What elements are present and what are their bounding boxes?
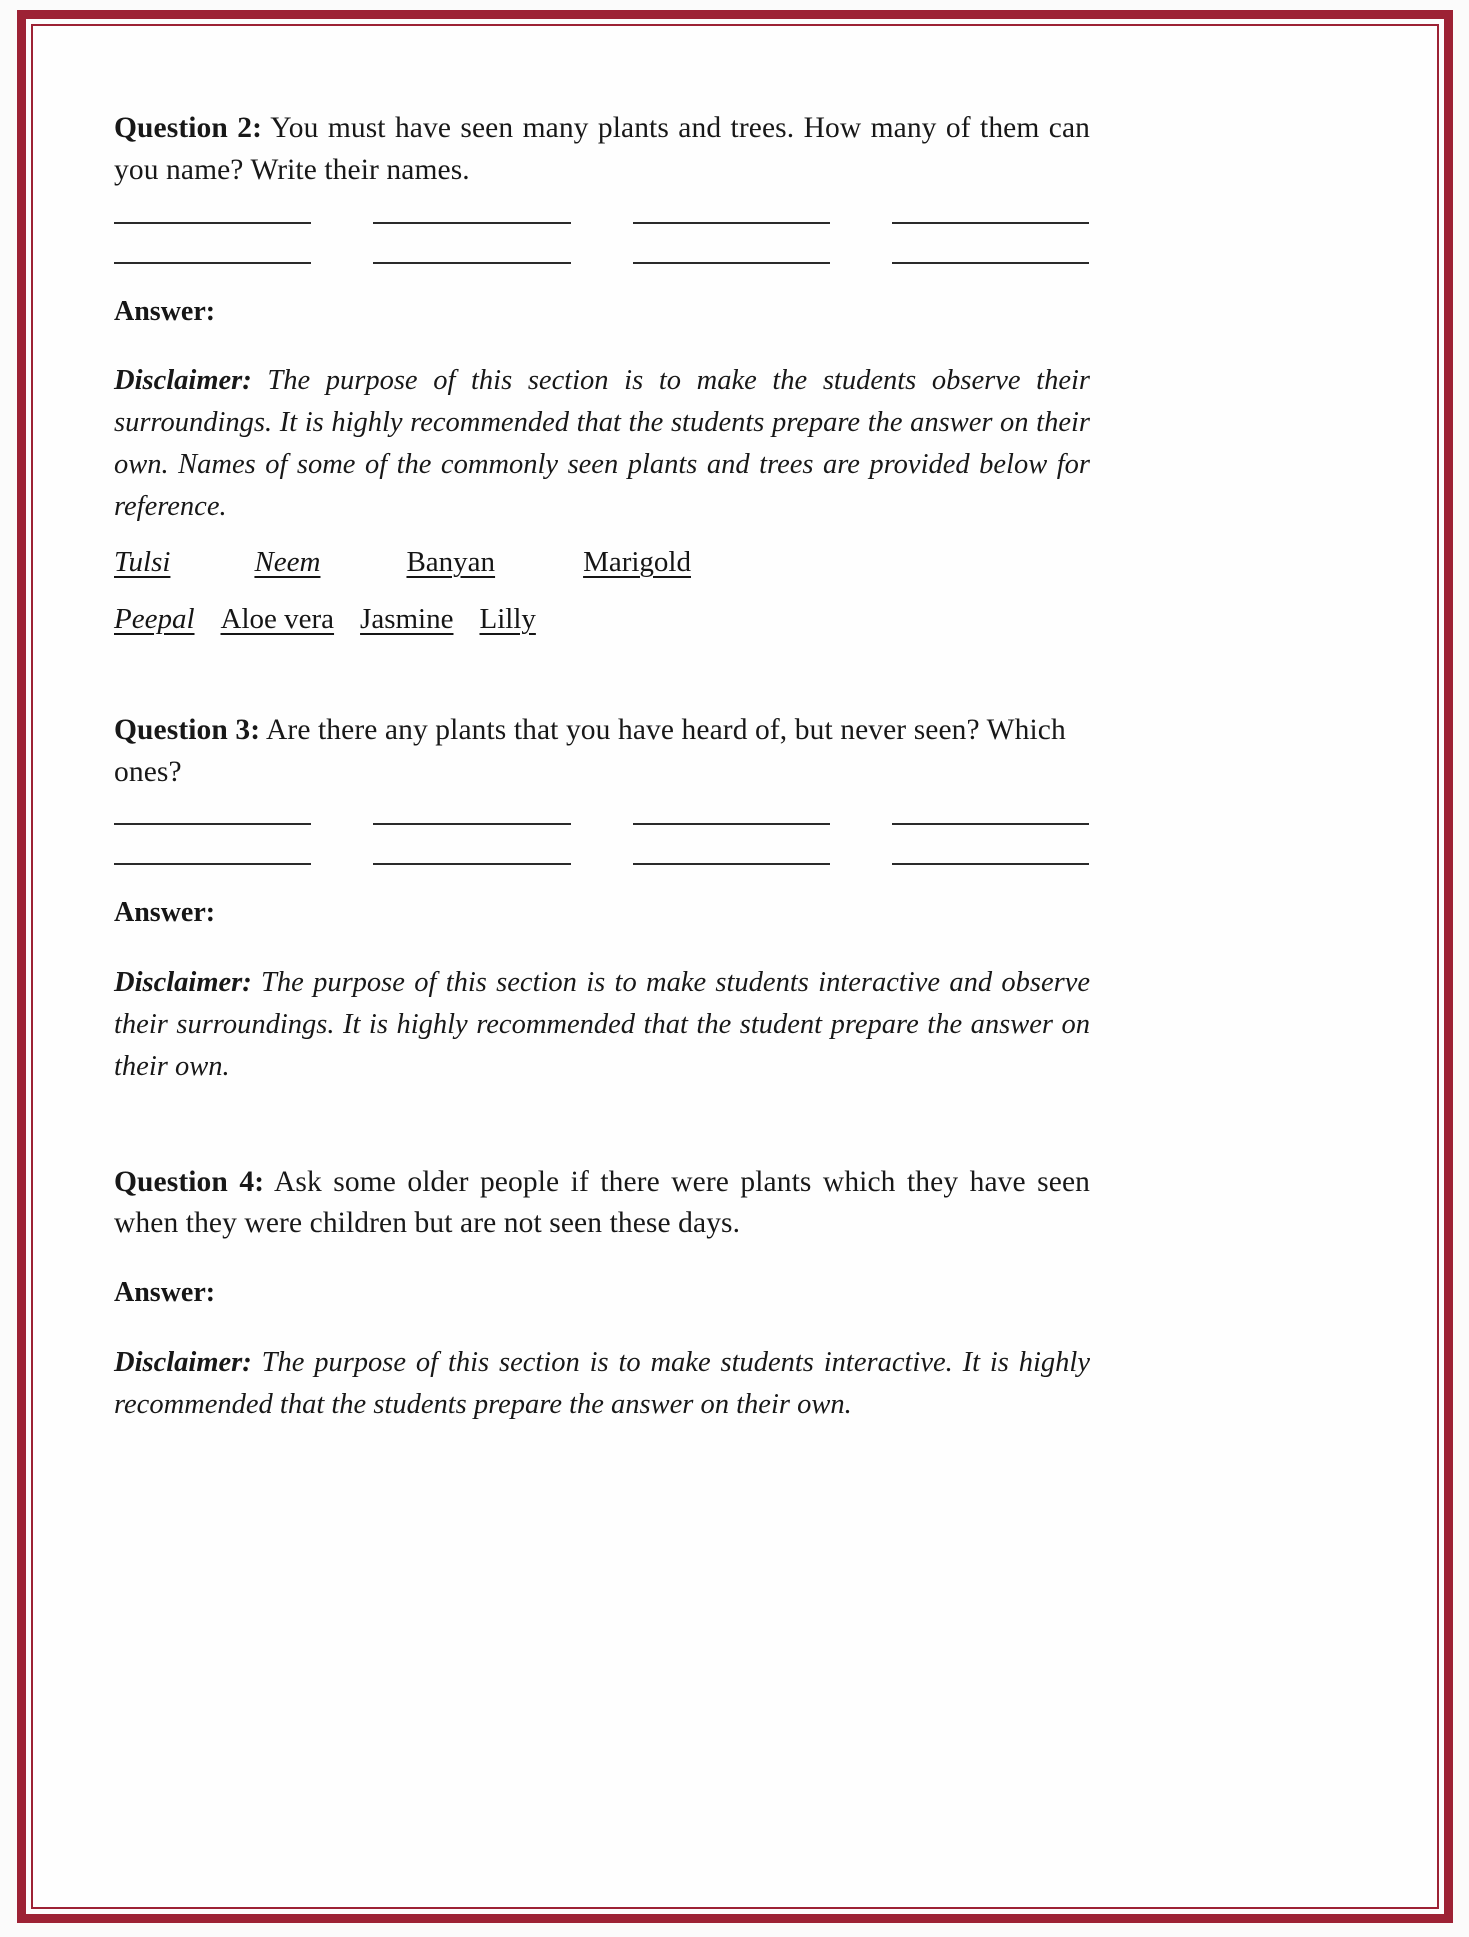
disclaimer-4-body: The purpose of this section is to make students interactive. It is highly recommended that the students prepare the answer on their own. (114, 1346, 1090, 1420)
disclaimer-3 (114, 962, 1090, 1088)
blank-line-row (114, 823, 1089, 825)
disclaimer-2-label: Disclaimer: (114, 365, 252, 397)
disclaimer-2 (114, 360, 1090, 528)
disclaimer-4-label: Disclaimer: (114, 1346, 252, 1378)
question-block-2 (114, 108, 1090, 636)
blank-line[interactable] (633, 222, 830, 224)
plant-name-jasmine: Jasmine (360, 602, 454, 635)
blank-line[interactable] (633, 863, 830, 865)
answer-blank-lines-3[interactable] (114, 823, 1089, 865)
plant-name-row-1 (114, 546, 1090, 579)
question-2-text (114, 108, 1090, 192)
question-3-body: Are there any plants that you have heard of, but never seen? Which ones? (114, 713, 1066, 788)
blank-line[interactable] (892, 863, 1089, 865)
blank-line[interactable] (892, 823, 1089, 825)
question-4-label: Question 4: (114, 1165, 265, 1198)
blank-line[interactable] (633, 823, 830, 825)
plant-name-tulsi: Tulsi (114, 545, 171, 578)
answer-label-3: Answer: (114, 897, 216, 929)
plant-name-lilly: Lilly (479, 602, 536, 635)
question-2-body: You must have seen many plants and trees. How many of them can you name? Write their names. (114, 112, 1090, 186)
blank-line[interactable] (373, 823, 570, 825)
answer-label-4: Answer: (114, 1277, 216, 1309)
blank-line[interactable] (114, 863, 311, 865)
plant-name-marigold: Marigold (583, 545, 691, 578)
question-2-label: Question 2: (114, 112, 263, 144)
answer-blank-lines-2[interactable] (114, 222, 1089, 264)
plant-name-banyan: Banyan (406, 545, 496, 578)
disclaimer-2-body: The purpose of this section is to make the students observe their surroundings. It is highly recommended that the students prepare the answer on their own. Names of some of the commonly seen plants and trees are provided below for reference. (114, 365, 1090, 522)
question-3-text (114, 710, 1090, 794)
plant-name-peepal: Peepal (114, 602, 195, 635)
blank-line[interactable] (114, 262, 311, 264)
blank-line[interactable] (114, 222, 311, 224)
page-content (114, 108, 1090, 1425)
disclaimer-3-label: Disclaimer: (114, 966, 252, 998)
question-4-text (114, 1162, 1090, 1246)
blank-line[interactable] (373, 863, 570, 865)
plant-name-aloe-vera: Aloe vera (220, 602, 335, 635)
plant-name-neem: Neem (254, 545, 321, 578)
disclaimer-3-body: The purpose of this section is to make students interactive and observe their surroundings. It is highly recommended that the student prepare the answer on their own. (114, 966, 1090, 1082)
blank-line[interactable] (373, 222, 570, 224)
blank-line[interactable] (892, 262, 1089, 264)
blank-line[interactable] (892, 222, 1089, 224)
disclaimer-4 (114, 1342, 1090, 1426)
blank-line[interactable] (114, 823, 311, 825)
plant-name-row-2 (114, 603, 1090, 636)
blank-line[interactable] (633, 262, 830, 264)
blank-line[interactable] (373, 262, 570, 264)
question-4-body: Ask some older people if there were plants which they have seen when they were children but are not seen these days. (114, 1165, 1090, 1240)
blank-line-row (114, 222, 1089, 224)
answer-label-2: Answer: (114, 295, 216, 327)
question-block-4 (114, 1162, 1090, 1426)
question-block-3 (114, 710, 1090, 1088)
question-3-label: Question 3: (114, 713, 261, 746)
